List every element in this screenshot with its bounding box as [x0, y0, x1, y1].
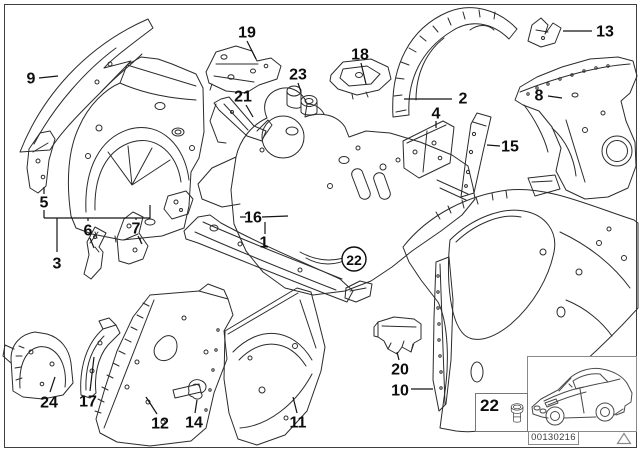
- callout-20: [391, 352, 409, 379]
- part-number-label[interactable]: 8: [534, 87, 544, 105]
- part-art-4-panel: [403, 121, 454, 178]
- part-number-label[interactable]: 19: [238, 24, 256, 42]
- part-number-label[interactable]: 24: [40, 394, 58, 412]
- callout-10: [391, 383, 433, 400]
- callout-14: [185, 400, 203, 432]
- callout-leader-line: [293, 397, 297, 413]
- callout-7: [132, 218, 142, 244]
- part-number-label[interactable]: 13: [596, 23, 614, 41]
- part-number-label[interactable]: 18: [351, 46, 369, 64]
- callout-12: [146, 397, 169, 433]
- callout-leader-line: [39, 76, 58, 78]
- callout-16: [240, 210, 288, 227]
- callout-15: [487, 139, 519, 156]
- part-art-18-bracket: [330, 59, 391, 99]
- part-number-label[interactable]: 15: [501, 138, 519, 156]
- callout-leader-line: [195, 400, 197, 413]
- part-number-label[interactable]: 4: [431, 105, 441, 123]
- callouts-layer: [27, 24, 614, 433]
- callout-group-bracket: [44, 205, 150, 218]
- callout-23: [289, 67, 307, 93]
- direction-triangle-icon: [616, 432, 632, 450]
- callout-3: [53, 218, 62, 273]
- part-art-20-bracket: [374, 317, 421, 354]
- part-number-label[interactable]: 12: [151, 415, 169, 433]
- part-art-15-strip: [461, 113, 491, 197]
- image-id-text: 00130216: [531, 432, 576, 443]
- callout-11: [290, 397, 307, 432]
- callout-leader-line: [50, 377, 55, 392]
- callout-4: [432, 106, 441, 129]
- callout-leader-line: [146, 397, 157, 414]
- part-art-11-quarter-section: [224, 288, 325, 445]
- callout-8: [535, 88, 562, 105]
- part-number-label[interactable]: 7: [131, 220, 141, 238]
- image-id-plate: [528, 431, 579, 445]
- part-art-24-wheel-housing: [3, 332, 73, 399]
- part-art-9-side-frame-blade: [20, 19, 153, 152]
- part-number-label[interactable]: 10: [391, 382, 409, 400]
- callout-6: [84, 218, 94, 248]
- callout-5: [40, 187, 49, 218]
- part-number-label[interactable]: 14: [185, 414, 203, 432]
- part-number-label[interactable]: 5: [39, 194, 49, 212]
- part-number-label[interactable]: 2: [458, 90, 468, 108]
- part-art-1-cross-rail: [184, 215, 353, 302]
- callout-leader-line: [246, 105, 253, 117]
- part-number-label[interactable]: 21: [234, 88, 252, 106]
- callout-leader-line: [90, 357, 94, 391]
- legend-part-number[interactable]: 22: [480, 396, 499, 415]
- vehicle-thumbnail-box: [527, 356, 637, 432]
- legend-box-part-22: [475, 393, 528, 432]
- callout-leader-line: [487, 145, 500, 146]
- part-art-2-wheel-arch-liner: [393, 8, 517, 117]
- part-number-label[interactable]: 9: [26, 70, 36, 88]
- callout-13: [563, 24, 614, 41]
- part-number-label[interactable]: 17: [79, 393, 97, 411]
- part-number-label[interactable]: 6: [83, 222, 93, 240]
- callout-22: [342, 247, 366, 271]
- car-icon: [528, 357, 636, 431]
- callout-21: [234, 89, 253, 118]
- part-art-17-arch-strip: [81, 318, 120, 398]
- part-art-5-bracket: [27, 131, 55, 193]
- part-number-label[interactable]: 16: [244, 209, 262, 227]
- part-art-14-clip: [189, 380, 206, 399]
- part-number-label[interactable]: 1: [259, 234, 269, 252]
- part-art-13-bracket: [528, 18, 561, 47]
- part-number-label[interactable]: 20: [391, 361, 409, 379]
- part-number-label[interactable]: 11: [289, 414, 307, 432]
- bushing-icon: [500, 394, 527, 431]
- callout-9: [27, 71, 58, 88]
- callout-leader-line: [262, 216, 288, 217]
- part-number-label[interactable]: 23: [289, 66, 307, 84]
- part-art-23-bushing: [287, 86, 317, 115]
- part-number-label[interactable]: 3: [52, 255, 62, 273]
- part-number-label[interactable]: 22: [346, 252, 362, 268]
- callout-19: [238, 25, 256, 60]
- callout-leader-line: [548, 96, 562, 98]
- callout-18: [351, 47, 369, 85]
- part-art-strip-small: [528, 175, 560, 196]
